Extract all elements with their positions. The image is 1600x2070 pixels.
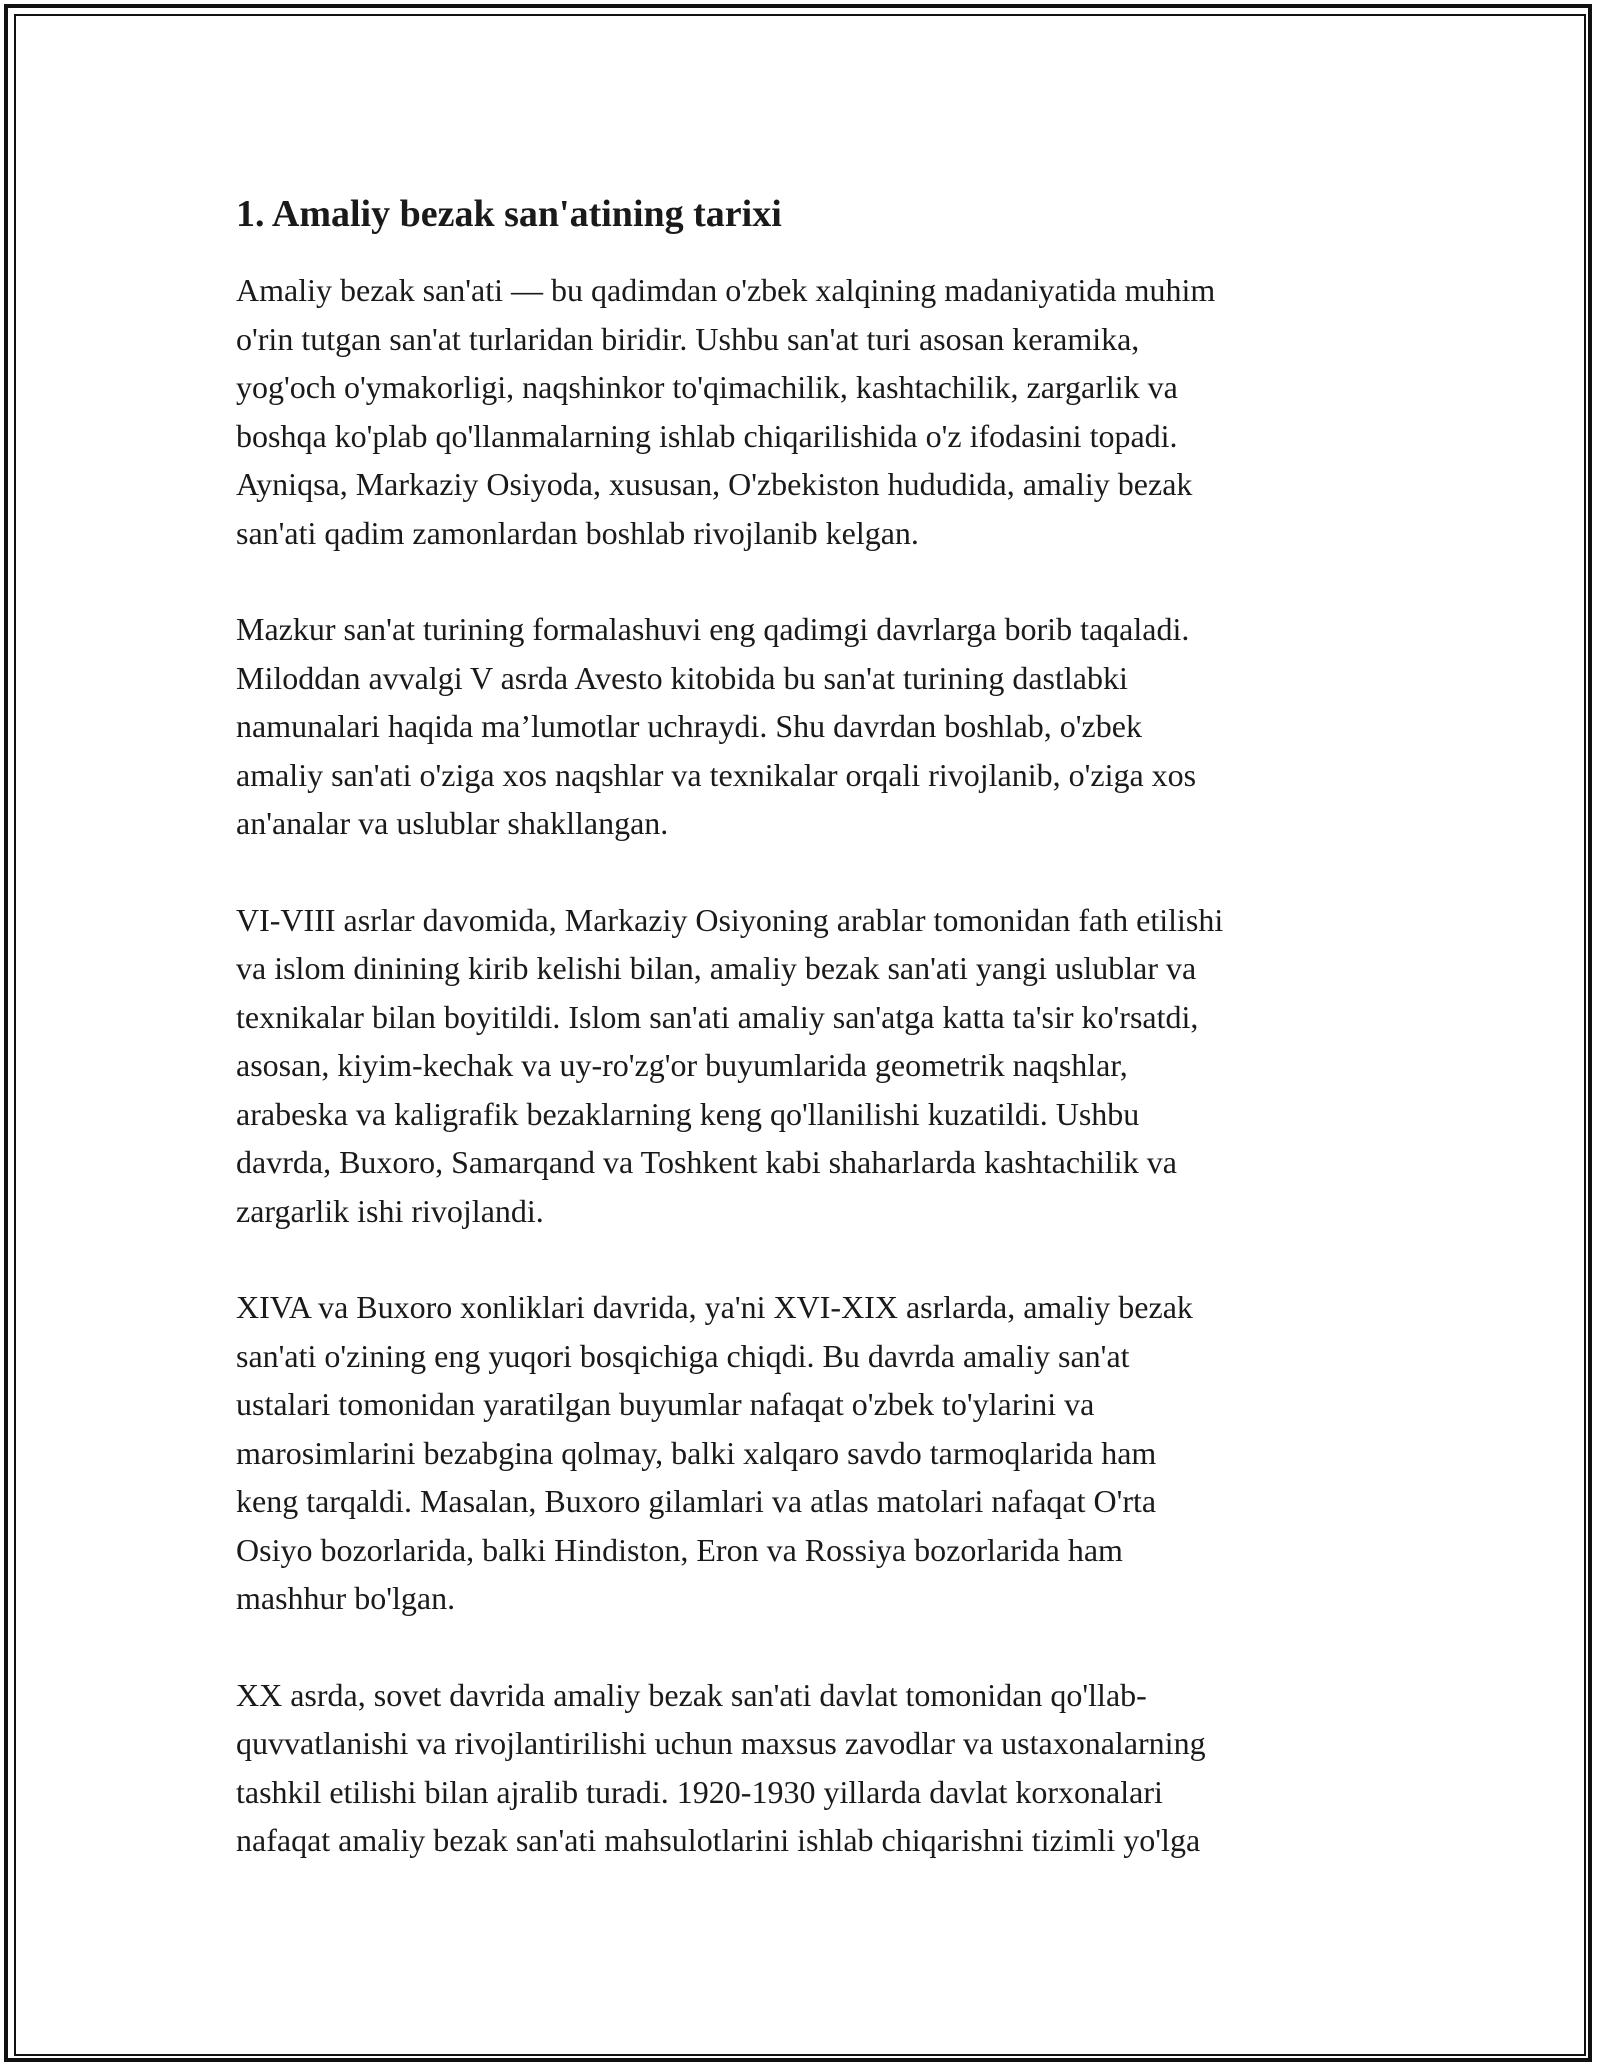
paragraph-line: marosimlarini bezabgina qolmay, balki xalqaro savdo tarmoqlarida ham bbox=[236, 1434, 1157, 1471]
paragraph-line: san'ati o'zining eng yuqori bosqichiga chiqdi. Bu davrda amaliy san'at bbox=[236, 1337, 1130, 1374]
paragraph-line: va islom dinining kirib kelishi bilan, amaliy bezak san'ati yangi uslublar va bbox=[236, 950, 1197, 986]
paragraph-line: arabeska va kaligrafik bezaklarning keng qo'llanilishi kuzatildi. Ushbu bbox=[236, 1095, 1140, 1132]
paragraph-line: Amaliy bezak san'ati — bu qadimdan o'zbek xalqining madaniyatida muhim bbox=[236, 272, 1216, 308]
paragraph-line: namunalari haqida ma’lumotlar uchraydi. Shu davrdan boshlab, o'zbek bbox=[236, 708, 1142, 744]
paragraph-line: texnikalar bilan boyitildi. Islom san'ati amaliy san'atga katta ta'sir ko'rsatdi, bbox=[236, 998, 1199, 1035]
section-heading: 1. Amaliy bezak san'atining tarixi bbox=[236, 193, 782, 235]
document-page bbox=[236, 186, 1386, 1913]
paragraph-line: quvvatlanishi va rivojlantirilishi uchun maxsus zavodlar va ustaxonalarning bbox=[236, 1725, 1206, 1761]
paragraph-line: san'ati qadim zamonlardan boshlab rivojlanib kelgan. bbox=[236, 514, 919, 551]
paragraph-line: nafaqat amaliy bezak san'ati mahsulotlarini ishlab chiqarishni tizimli yo'lga bbox=[236, 1822, 1201, 1858]
paragraph-line: o'rin tutgan san'at turlaridan biridir. Ushbu san'at turi asosan keramika, bbox=[236, 320, 1140, 357]
paragraph-line: zargarlik ishi rivojlandi. bbox=[236, 1192, 544, 1229]
paragraph-4 bbox=[236, 1283, 1386, 1623]
paragraph-line: XIVA va Buxoro xonliklari davrida, ya'ni XVI-XIX asrlarda, amaliy bezak bbox=[236, 1289, 1193, 1325]
paragraph-line: tashkil etilishi bilan ajralib turadi. 1920-1930 yillarda davlat korxonalari bbox=[236, 1773, 1163, 1810]
paragraph-line: Mazkur san'at turining formalashuvi eng qadimgi davrlarga borib taqaladi. bbox=[236, 611, 1190, 647]
paragraph-line: XX asrda, sovet davrida amaliy bezak san'ati davlat tomonidan qo'llab- bbox=[236, 1676, 1147, 1713]
paragraph-1 bbox=[236, 266, 1386, 557]
paragraph-line: yog'och o'ymakorligi, naqshinkor to'qimachilik, kashtachilik, zargarlik va bbox=[236, 369, 1178, 405]
paragraph-line: mashhur bo'lgan. bbox=[236, 1580, 456, 1616]
paragraph-line: VI-VIII asrlar davomida, Markaziy Osiyoning arablar tomonidan fath etilishi bbox=[236, 901, 1224, 938]
paragraph-line: davrda, Buxoro, Samarqand va Toshkent kabi shaharlarda kashtachilik va bbox=[236, 1144, 1177, 1180]
paragraph-5 bbox=[236, 1671, 1386, 1865]
paragraph-line: Ayniqsa, Markaziy Osiyoda, xususan, O'zbekiston hududida, amaliy bezak bbox=[236, 466, 1193, 502]
paragraph-line: ustalari tomonidan yaratilgan buyumlar nafaqat o'zbek to'ylarini va bbox=[236, 1386, 1095, 1422]
paragraph-line: amaliy san'ati o'ziga xos naqshlar va texnikalar orqali rivojlanib, o'ziga xos bbox=[236, 756, 1197, 793]
paragraph-line: Miloddan avvalgi V asrda Avesto kitobida bu san'at turining dastlabki bbox=[236, 659, 1128, 696]
paragraph-line: Osiyo bozorlarida, balki Hindiston, Eron va Rossiya bozorlarida ham bbox=[236, 1531, 1123, 1568]
paragraph-line: asosan, kiyim-kechak va uy-ro'zg'or buyumlarida geometrik naqshlar, bbox=[236, 1047, 1128, 1083]
paragraph-line: keng tarqaldi. Masalan, Buxoro gilamlari va atlas matolari nafaqat O'rta bbox=[236, 1483, 1157, 1519]
paragraph-line: an'analar va uslublar shakllangan. bbox=[236, 805, 669, 841]
paragraph-3 bbox=[236, 896, 1386, 1236]
paragraph-line: boshqa ko'plab qo'llanmalarning ishlab chiqarilishida o'z ifodasini topadi. bbox=[236, 417, 1178, 454]
paragraph-2 bbox=[236, 605, 1386, 848]
